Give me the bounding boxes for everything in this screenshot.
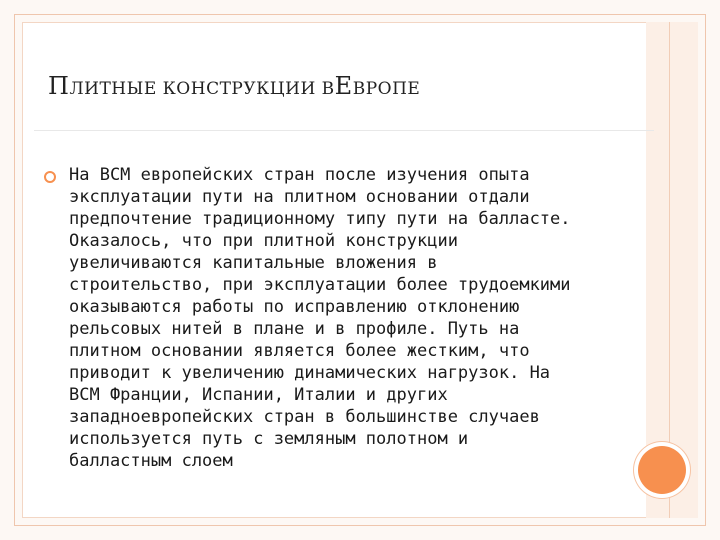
paragraph-line: На ВСМ европейских стран после изучения опыта [69,165,530,185]
paragraph-line: приводит к увеличению динамических нагрузок. На [69,363,551,383]
title-initial-1: П [48,72,70,100]
title-rest-1: ЛИТНЫЕ КОНСТРУКЦИИ В [69,79,335,99]
paragraph-line: западноевропейских стран в большинстве случаев [69,407,540,427]
paragraph-line: предпочтение традиционному типу пути на балласте. [69,209,571,229]
title-divider [34,130,654,131]
paragraph-line: балластным слоем [69,451,233,471]
hollow-bullet-icon [43,170,57,184]
right-band-divider [669,22,670,518]
title-rest-2: ВРОПЕ [352,79,421,99]
bullet-paragraph [69,164,629,472]
paragraph-line: эксплуатации пути на плитном основании отдали [69,187,530,207]
paragraph-line: Оказалось, что при плитной конструкции [69,231,458,251]
right-decorative-band [646,22,698,518]
slide-title [48,72,420,100]
orange-circle-decoration [638,446,686,494]
paragraph-line: плитном основании является более жестким, что [69,341,530,361]
paragraph-line: ВСМ Франции, Испании, Италии и других [69,385,448,405]
paragraph-line: рельсовых нитей в плане и в профиле. Путь на [69,319,520,339]
title-initial-2: Е [334,72,353,100]
paragraph-line: строительство, при эксплуатации более трудоемкими [69,275,571,295]
paragraph-line: оказываются работы по исправлению отклонению [69,297,520,317]
paragraph-line: увеличиваются капитальные вложения в [69,253,438,273]
paragraph-line: используется путь с земляным полотном и [69,429,469,449]
